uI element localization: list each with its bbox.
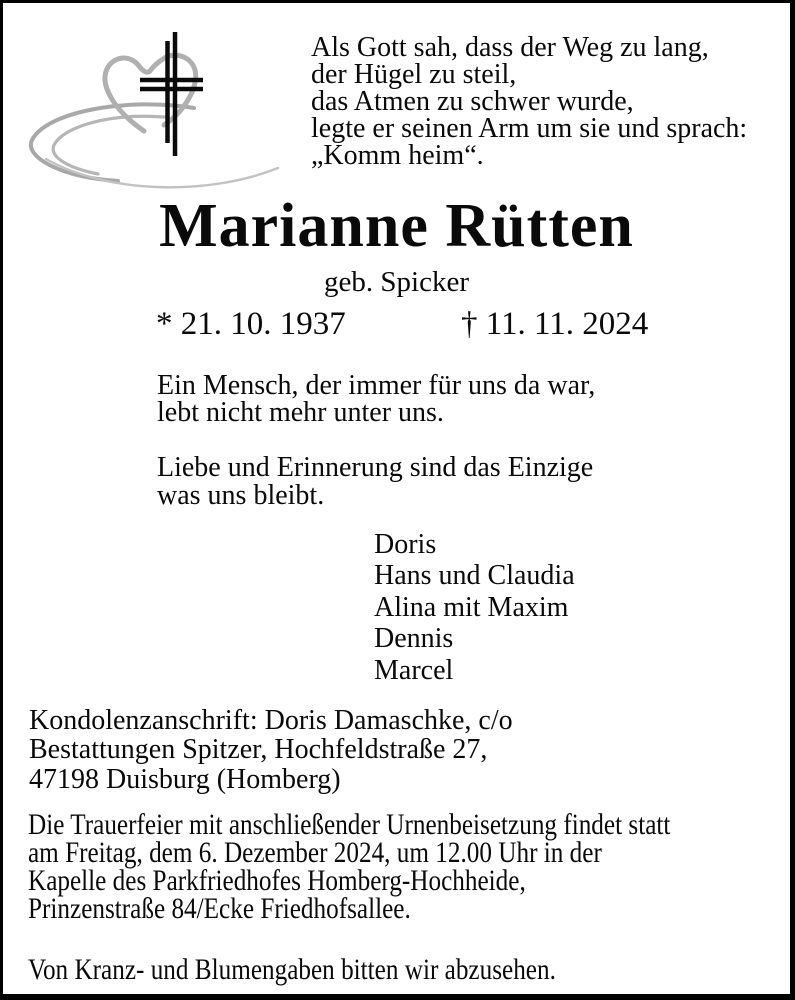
text-line: Hans und Claudia [374, 560, 575, 592]
text-line: legte er seinen Arm um sie und sprach: [311, 113, 748, 144]
condolence-address [29, 706, 513, 794]
text-line: „Komm heim“. [311, 140, 484, 171]
text-line: Marcel [374, 654, 454, 686]
text-line: lebt nicht mehr unter uns. [157, 397, 444, 428]
heart-icon [105, 55, 196, 131]
text-line: Prinzenstraße 84/Ecke Friedhofsallee. [28, 892, 411, 925]
text-line: Bestattungen Spitzer, Hochfeldstraße 27, [29, 734, 488, 766]
text-line: Liebe und Erinnerung sind das Einzige [157, 452, 594, 483]
text-line: Alina mit Maxim [374, 591, 569, 623]
text-line: Kapelle des Parkfriedhofes Homberg-Hochheide, [28, 864, 526, 897]
text-line: Als Gott sah, dass der Weg zu lang, [311, 32, 709, 63]
opening-poem [311, 34, 747, 169]
birth-date: * 21. 10. 1937 [156, 306, 346, 342]
text-line: der Hügel zu steil, [311, 59, 517, 90]
text-line: Kondolenzanschrift: Doris Damaschke, c/o [29, 705, 513, 736]
text-line: Die Trauerfeier mit anschließender Urnenbeisetzung findet statt [28, 808, 671, 841]
text-line: was uns bleibt. [157, 480, 325, 511]
text-line: 47198 Duisburg (Homberg) [29, 763, 341, 795]
text-line: Dennis [374, 623, 454, 655]
tribute-paragraph-1 [157, 372, 595, 426]
mourners-list [374, 529, 575, 686]
text-line: Doris [374, 529, 437, 560]
tribute-paragraph-2 [157, 454, 593, 510]
text-line: am Freitag, dem 6. Dezember 2024, um 12.00 Uhr in der [28, 836, 602, 869]
death-date: † 11. 11. 2024 [461, 306, 649, 342]
text-line: Ein Mensch, der immer für uns da war, [157, 370, 596, 401]
flowers-note: Von Kranz- und Blumengaben bitten wir abzusehen. [28, 953, 556, 986]
heart-cross-swoosh-logo [16, 28, 301, 203]
maiden-name: geb. Spicker [324, 266, 469, 298]
deceased-name: Marianne Rütten [159, 192, 634, 260]
text-line: das Atmen zu schwer wurde, [311, 86, 634, 117]
swoosh-icon [31, 104, 278, 187]
service-announcement [28, 808, 671, 925]
